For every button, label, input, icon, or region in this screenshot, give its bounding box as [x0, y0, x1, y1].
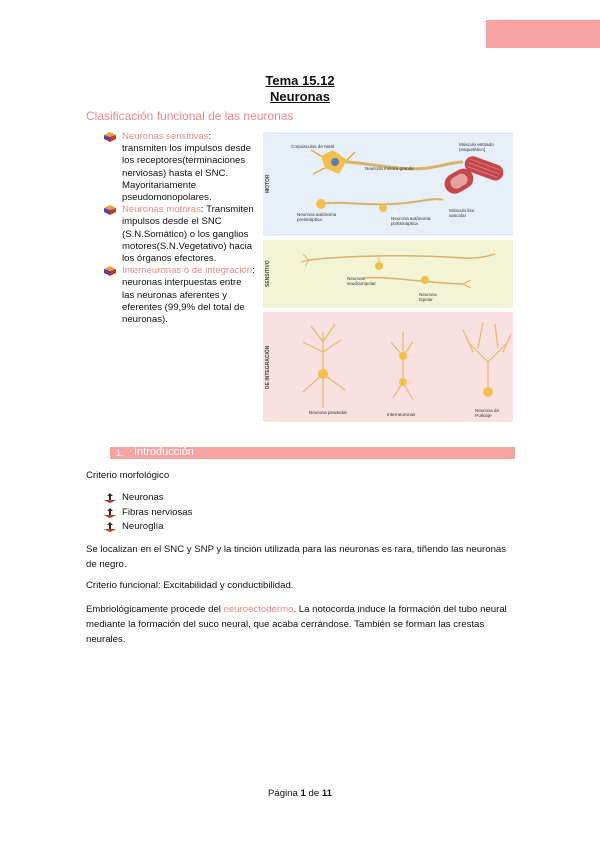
integration-neurons-illustration: [263, 312, 513, 422]
sensory-neurons-illustration: [263, 240, 513, 308]
morphological-list: [104, 491, 192, 535]
item-text: Transmiten impulsos desde el SNC (S.N.Somático) o los ganglios motores(S.N.Vegetativo) hacia los órganos efectores.: [122, 204, 254, 265]
page-title-line2: Neuronas: [270, 89, 330, 104]
list-item: [104, 204, 256, 265]
list-item: [104, 265, 256, 326]
item-text: neuronas interpuestas entre las neuronas aferentes y eferentes (99,9% del total de neuronas).: [122, 277, 245, 326]
list-item: [104, 491, 192, 506]
item-colon: :: [200, 204, 204, 216]
label-autonoma-post: Neurona autónoma postsináptica: [391, 216, 431, 227]
footer-prefix: Página: [267, 788, 301, 799]
neuron-classification-figure: [263, 132, 513, 422]
list-item: [104, 506, 192, 521]
label-purkinje: Neurona de Purkinje: [475, 408, 500, 419]
arrow-bullet-icon: [104, 522, 116, 532]
list-item-text: Neuroglía: [122, 521, 164, 533]
panel-sensitivo: [263, 240, 513, 308]
footer-total: 11: [321, 788, 333, 799]
page-footer: [0, 788, 600, 799]
list-item-text: Fibras nerviosas: [122, 506, 193, 518]
classification-list: [104, 131, 256, 326]
section-title: Introducción: [134, 446, 194, 458]
section-number: 1.: [116, 448, 124, 458]
label-autonoma-pre: Neurona autónoma presináptica: [297, 212, 337, 223]
label-seudounipolar: Neurona seudounipolar: [347, 276, 376, 287]
arrow-bullet-icon: [104, 266, 116, 276]
paragraph-embriologia: [86, 602, 516, 647]
criterio-morfologico: Criterio morfológico: [86, 470, 170, 481]
label-bipolar: Neurona bipolar: [419, 292, 437, 303]
neuroectodermo-highlight: neuroectodermo: [223, 604, 294, 615]
panel-label-integracion: DE INTEGRACIÓN: [265, 345, 271, 389]
item-highlight: Neuronas sensitivas: [122, 131, 209, 142]
item-highlight: Interneuronas o de integración: [122, 265, 253, 277]
list-item-text: Neuronas: [122, 492, 164, 503]
para3-after: . La notocorda induce la formación del tubo neural mediante la formación del suco neural, que acaba cerrándose. También se forman las crestas neurales.: [86, 604, 507, 645]
item-highlight: Neuronas motoras: [122, 204, 201, 216]
arrow-bullet-icon: [104, 508, 116, 518]
paragraph-localizacion: Se localizan en el SNC y SNP y la tinción utilizada para las neuronas es rara, tiñendo las neuronas de negro.: [86, 544, 507, 570]
arrow-bullet-icon: [104, 205, 116, 215]
label-musculo-estriado: Músculo estriado (esquelético): [459, 142, 494, 153]
panel-label-sensitivo: SENSITIVO: [265, 260, 271, 288]
item-colon: :: [252, 265, 255, 277]
page-title-line1: Tema 15.12: [265, 73, 335, 88]
panel-label-motor: MOTOR: [265, 174, 271, 194]
label-interneuronas: Interneuronas: [387, 412, 416, 417]
panel-integracion: [263, 312, 513, 422]
arrow-bullet-icon: [104, 132, 116, 142]
para3-before: Embriológicamente procede del: [86, 604, 224, 615]
header-corner-tab: [486, 20, 600, 48]
footer-page: 1: [300, 788, 306, 799]
footer-middle: de: [305, 788, 322, 799]
label-musculo-liso: Músculo liso vascular: [449, 208, 475, 219]
label-piramidal: Neurona piramidal: [309, 410, 347, 415]
item-colon: :: [208, 131, 212, 142]
item-text: transmiten los impulsos desde los receptores(terminaciones nerviosas) hasta el SNC. Mayoritariamente pseudomonopolares.: [122, 143, 252, 204]
arrow-bullet-icon: [104, 493, 116, 503]
label-nissl: Corpúsculos de Nissl: [291, 144, 335, 149]
classification-heading: Clasificación funcional de las neuronas: [86, 109, 294, 123]
paragraph-criterio-funcional: Criterio funcional: Excitabilidad y conductibilidad.: [86, 580, 294, 591]
list-item: [104, 520, 192, 535]
list-item: [104, 131, 256, 204]
label-motor-grande: Neurona motora grande: [365, 166, 414, 171]
panel-motor: [263, 132, 513, 236]
